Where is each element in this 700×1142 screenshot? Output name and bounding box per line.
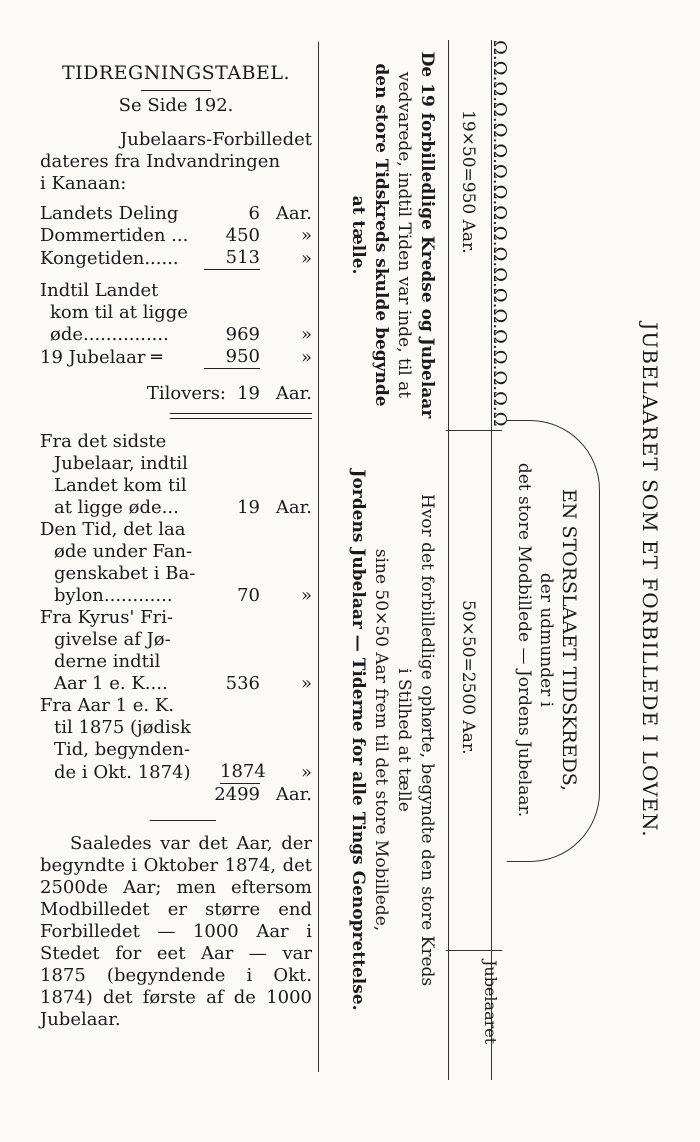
row-number: 450 <box>225 225 260 246</box>
entry-block <box>40 431 312 519</box>
entry-line: øde under Fan- <box>54 541 193 562</box>
row-number: 513 <box>204 247 260 270</box>
row-unit: » <box>300 762 312 783</box>
formula: 50×50=2500 Aar. <box>458 600 478 755</box>
row-label: de i Okt. 1874) <box>54 762 191 783</box>
row-unit: » <box>300 585 312 606</box>
row-number: 950 <box>204 346 260 369</box>
indtil-line: kom til at ligge <box>50 302 188 323</box>
entry-line: Den Tid, det laa <box>40 519 186 540</box>
explanation-right <box>346 440 438 1040</box>
table-row <box>40 247 312 270</box>
entry-line: Fra Aar 1 e. K. <box>40 695 175 716</box>
table-row <box>40 324 312 346</box>
intro-line: Jubelaars-Forbilledet <box>120 129 312 150</box>
time-table-column <box>40 62 312 1031</box>
row-label: øde............... <box>50 324 169 345</box>
table-row <box>40 497 312 519</box>
table-row <box>40 346 312 369</box>
entry-line: til 1875 (jødisk <box>54 717 191 738</box>
column-divider <box>318 42 319 1072</box>
row-label: Dommertiden ... <box>40 225 189 246</box>
double-rule <box>170 413 312 419</box>
table-row <box>40 761 312 784</box>
row-number: 6 <box>248 203 260 224</box>
row-label: bylon............ <box>54 585 173 606</box>
table-row <box>40 383 312 405</box>
divider-line <box>446 950 502 951</box>
entry-block <box>40 695 312 784</box>
entry-line: Tid, begynden- <box>54 739 191 760</box>
total-row <box>40 784 312 806</box>
row-unit: » <box>300 225 312 246</box>
explanation-line: i Stilhed at tælle <box>394 668 414 812</box>
row-number: 536 <box>225 673 260 694</box>
row-number: 969 <box>225 324 260 345</box>
indtil-line: Indtil Landet <box>40 280 159 301</box>
total-number: 2499 <box>214 784 260 805</box>
entry-line: Landet kom til <box>54 475 187 496</box>
entry-line: genskabet i Ba- <box>54 563 196 584</box>
row-label: Tilovers: <box>146 383 226 404</box>
explanation-line: vedvarede, indtil Tiden var inde, til at <box>394 71 414 399</box>
explanation-line: sine 50×50 Aar frem til det store Mobillede, <box>371 548 391 932</box>
row-label: Landets Deling <box>40 203 179 224</box>
entry-line: givelse af Jø- <box>54 629 171 650</box>
row-unit: Aar. <box>275 497 312 518</box>
explanation-line: den store Tidskreds skulde begynde <box>371 63 391 407</box>
row-number: 19 <box>237 383 260 404</box>
table-title: TIDREGNINGSTABEL. <box>61 62 291 84</box>
divider-line <box>446 430 502 431</box>
intro-line: dateres fra Indvandringen <box>40 151 281 172</box>
row-number: 1874 <box>220 761 266 782</box>
row-unit: » <box>300 248 312 269</box>
row-unit: Aar. <box>275 203 312 224</box>
row-unit: Aar. <box>275 383 312 404</box>
diagram-main-title: JUBELAARET SOM ET FORBILLEDE I LOVEN. <box>638 322 662 838</box>
table-row <box>40 585 312 607</box>
total-unit: Aar. <box>275 784 312 805</box>
arc-subtitle: det store Modbillede — Jordens Jubelaar. <box>514 462 534 818</box>
explanation-line: De 19 forbilledlige Kredse og Jubelaar <box>417 51 437 419</box>
row-number: 19 <box>237 497 260 518</box>
section-rule <box>150 820 216 821</box>
rotated-diagram <box>320 40 700 1080</box>
closing-paragraph: Saaledes var det Aar, der begyndte i Oktober 1874, det 2500de Aar; men eftersom Modbilledet er større end Forbilledet — 1000 Aar i Stedet for eet Aar — var 1875 (begyndende i Okt. 1874) det første af de 1000 Jubelaar. <box>40 833 312 1030</box>
row-label: Aar 1 e. K.... <box>54 673 168 694</box>
table-row <box>40 225 312 247</box>
entry-line: Fra Kyrus' Fri- <box>40 607 174 628</box>
row-unit: » <box>300 673 312 694</box>
jubelaaret-label: Jubelaaret <box>481 960 500 1045</box>
entry-line: Jubelaar, indtil <box>54 453 188 474</box>
table-row <box>40 203 312 225</box>
entry-line: derne indtil <box>54 651 161 672</box>
row-label: 19 Jubelaar ═ <box>40 347 162 368</box>
entry-block <box>40 519 312 607</box>
formula: 19×50=950 Aar. <box>458 110 478 254</box>
title-rule <box>141 90 211 91</box>
row-label: Kongetiden...... <box>40 248 179 269</box>
jubilee-symbols: Ω.Ω.Ω.Ω.Ω.Ω.Ω.Ω.Ω.Ω.Ω.Ω.Ω.Ω.Ω.Ω.Ω.Ω.Ω <box>489 40 510 427</box>
explanation-line: at tælle. <box>348 195 368 275</box>
row-number: 70 <box>237 585 260 606</box>
row-unit: » <box>300 324 312 345</box>
row-label: at ligge øde... <box>54 497 179 518</box>
entry-line: Fra det sidste <box>40 431 167 452</box>
table-row <box>40 673 312 695</box>
intro-line: i Kanaan: <box>40 173 127 194</box>
row-unit: » <box>300 347 312 368</box>
arc-title: EN STORSLAAET TIDSKREDS, <box>558 488 580 792</box>
explanation-line: Jordens Jubelaar — Tiderne for alle Tings Genoprettelse. <box>348 469 368 1011</box>
entry-block <box>40 607 312 695</box>
table-subtitle: Se Side 192. <box>118 95 234 116</box>
explanation-left <box>346 40 438 430</box>
explanation-line: Hvor det forbilledlige ophørte, begyndte den store Kreds <box>417 493 437 987</box>
arc-subtitle: der udmunder i <box>536 572 556 708</box>
